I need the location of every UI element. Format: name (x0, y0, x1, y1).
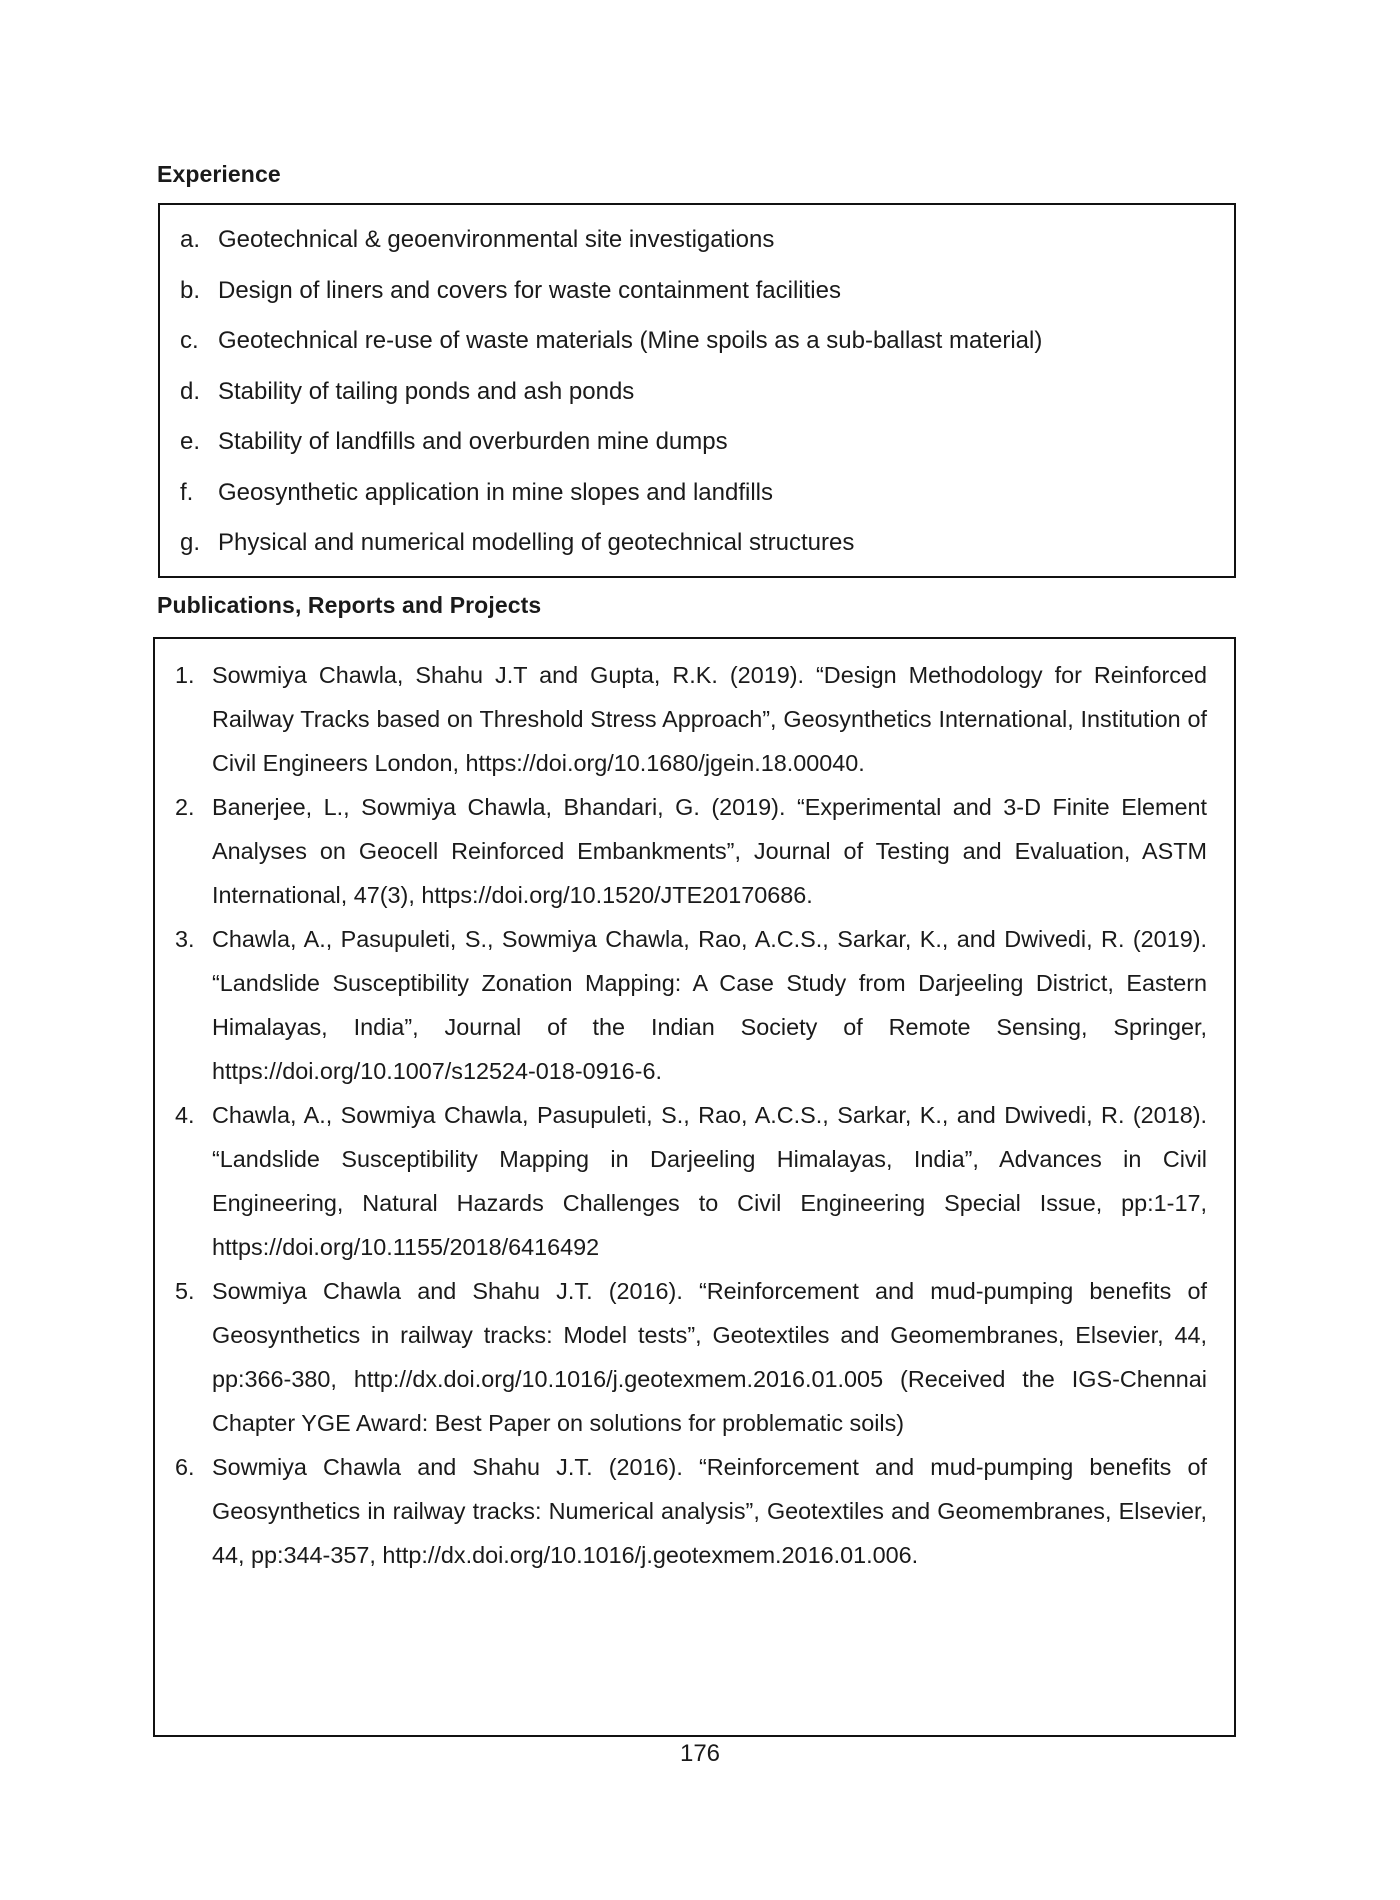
experience-item-letter: b. (180, 276, 201, 304)
experience-item (180, 316, 1214, 367)
experience-item (180, 367, 1214, 418)
experience-item-text: Geotechnical re-use of waste materials (Mine spoils as a sub-ballast material) (218, 327, 1043, 354)
publication-item (175, 917, 1207, 1093)
publication-item (175, 653, 1207, 785)
experience-list (180, 215, 1214, 569)
experience-item-letter: a. (180, 226, 201, 253)
experience-heading: Experience (157, 161, 281, 187)
publications-box (153, 637, 1236, 1737)
experience-item-letter: f. (180, 478, 194, 506)
publication-text: Chawla, A., Sowmiya Chawla, Pasupuleti, S., Rao, A.C.S., Sarkar, K., and Dwivedi, R. (2018). “Landslide Susceptibility Mapping in Darjeeling Himalayas, India”, Advances in Civil Engineering, Natural Hazards Challenges to Civil Engineering Special Issue, pp:1-17, https://doi.org/10.1155/2018/6416492 (212, 1102, 1207, 1260)
experience-item (180, 215, 1214, 266)
publication-number: 4. (175, 1102, 195, 1128)
publication-text: Chawla, A., Pasupuleti, S., Sowmiya Chawla, Rao, A.C.S., Sarkar, K., and Dwivedi, R. (2019). “Landslide Susceptibility Zonation Mapping: A Case Study from Darjeeling District, Eastern Himalayas, India”, Journal of the Indian Society of Remote Sensing, Springer, https://doi.org/10.1007/s12524-018-0916-6. (212, 926, 1207, 1084)
publication-number: 6. (175, 1454, 195, 1480)
experience-item-letter: c. (180, 327, 199, 354)
publication-number: 1. (175, 662, 195, 688)
experience-item-letter: g. (180, 529, 201, 556)
publication-item (175, 1269, 1207, 1445)
publication-number: 5. (175, 1278, 195, 1304)
experience-item-text: Physical and numerical modelling of geotechnical structures (218, 529, 855, 556)
publication-item (175, 1445, 1207, 1577)
experience-item-letter: e. (180, 428, 201, 455)
publications-list (175, 653, 1207, 1577)
experience-box (158, 203, 1236, 578)
experience-item-text: Design of liners and covers for waste containment facilities (218, 276, 841, 304)
experience-item-text: Stability of tailing ponds and ash ponds (218, 377, 635, 405)
experience-item (180, 468, 1214, 519)
experience-item (180, 417, 1214, 468)
publication-number: 3. (175, 926, 195, 952)
page-number: 176 (679, 1740, 721, 1767)
experience-item (180, 266, 1214, 317)
experience-item (180, 518, 1214, 569)
publications-heading: Publications, Reports and Projects (157, 592, 542, 618)
experience-item-letter: d. (180, 377, 201, 405)
publication-item (175, 785, 1207, 917)
experience-item-text: Geotechnical & geoenvironmental site investigations (218, 226, 775, 253)
publication-text: Sowmiya Chawla, Shahu J.T and Gupta, R.K. (2019). “Design Methodology for Reinforced Railway Tracks based on Threshold Stress Approach”, Geosynthetics International, Institution of Civil Engineers London, https://doi.org/10.1680/jgein.18.00040. (212, 662, 1207, 776)
publication-number: 2. (175, 794, 195, 820)
experience-item-text: Stability of landfills and overburden mine dumps (218, 428, 728, 455)
publication-text: Sowmiya Chawla and Shahu J.T. (2016). “Reinforcement and mud-pumping benefits of Geosynthetics in railway tracks: Model tests”, Geotextiles and Geomembranes, Elsevier, 44, pp:366-380, http://dx.doi.org/10.1016/j.geotexmem.2016.01.005 (Received the IGS-Chennai Chapter YGE Award: Best Paper on solutions for problematic soils) (212, 1278, 1207, 1436)
publication-text: Sowmiya Chawla and Shahu J.T. (2016). “Reinforcement and mud-pumping benefits of Geosynthetics in railway tracks: Numerical analysis”, Geotextiles and Geomembranes, Elsevier, 44, pp:344-357, http://dx.doi.org/10.1016/j.geotexmem.2016.01.006. (212, 1454, 1207, 1568)
experience-item-text: Geosynthetic application in mine slopes and landfills (218, 478, 773, 506)
publication-item (175, 1093, 1207, 1269)
publication-text: Banerjee, L., Sowmiya Chawla, Bhandari, G. (2019). “Experimental and 3-D Finite Element Analyses on Geocell Reinforced Embankments”, Journal of Testing and Evaluation, ASTM International, 47(3), https://doi.org/10.1520/JTE20170686. (212, 794, 1207, 908)
